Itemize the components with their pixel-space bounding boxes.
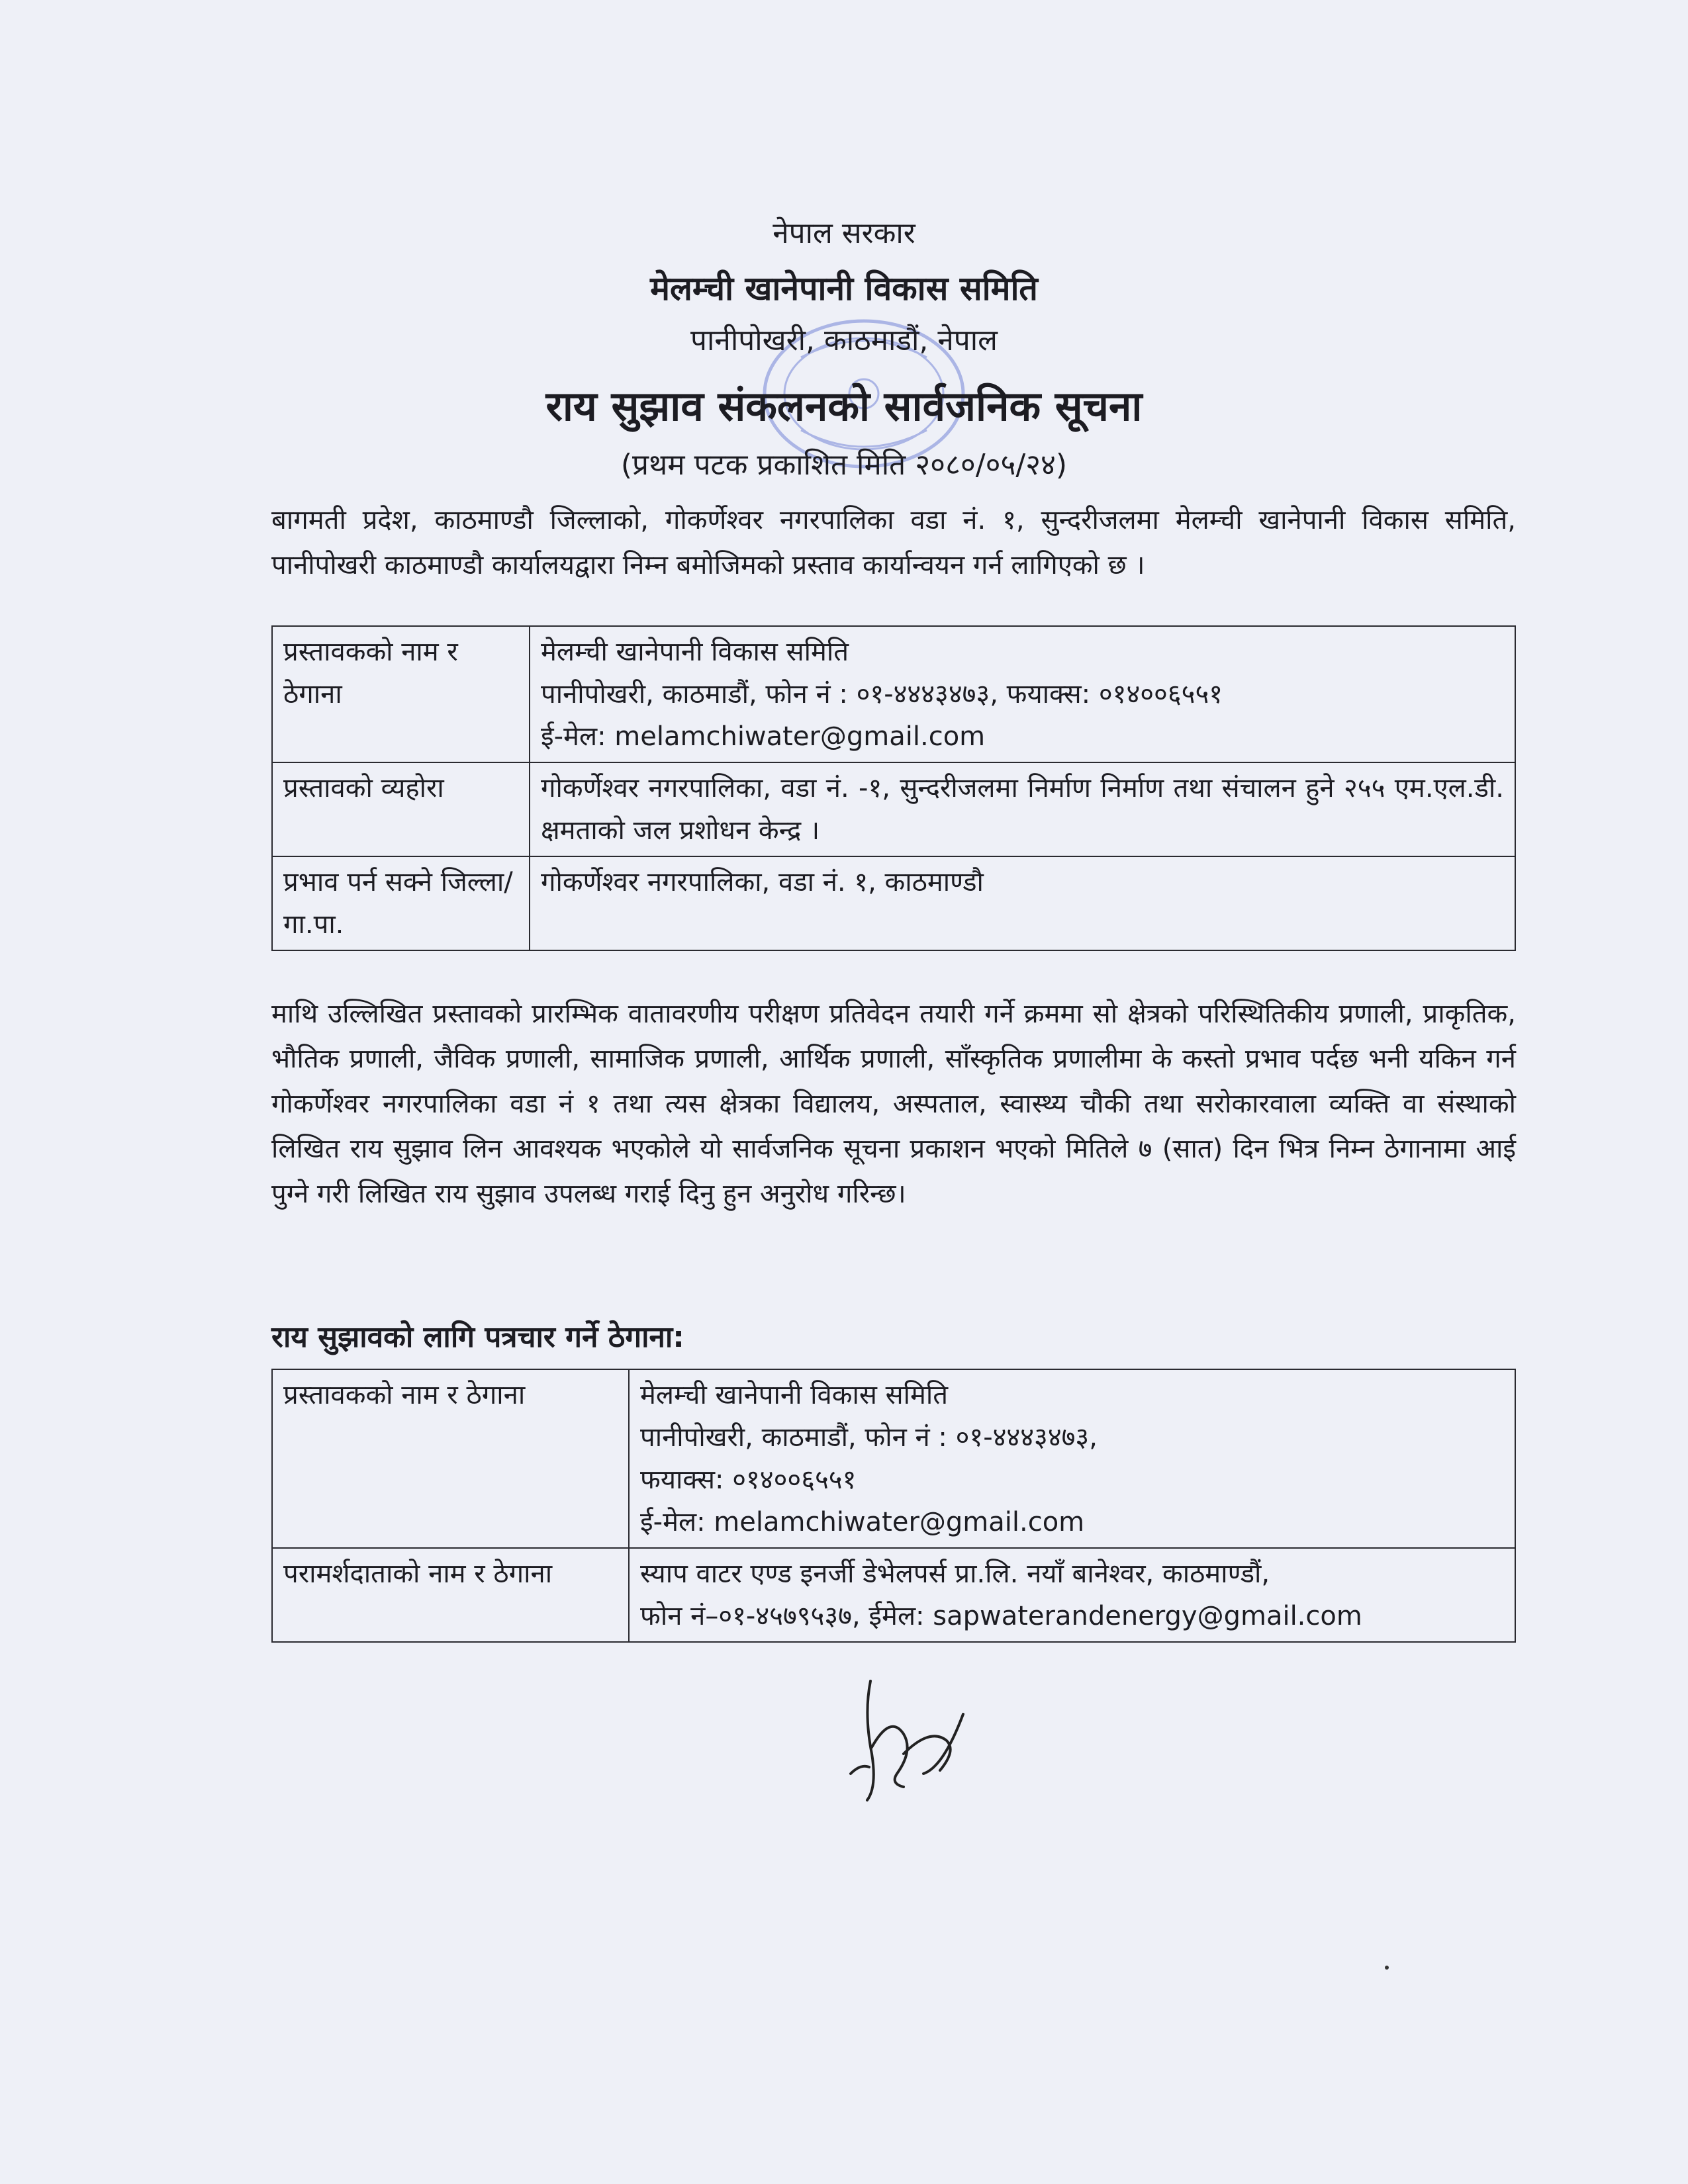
row-value	[530, 626, 1515, 762]
proposer-phone: पानीपोखरी, काठमाडौं, फोन नं : ०१-४४४३४७३,	[640, 1422, 1098, 1453]
proposal-description: गोकर्णेश्वर नगरपालिका, वडा नं. -१, सुन्दरीजलमा निर्माण निर्माण तथा संचालन हुने २५५ एम.एल.डी. क्षमताको जल प्रशोधन केन्द्र ।	[530, 762, 1515, 856]
request-paragraph: माथि उल्लिखित प्रस्तावको प्रारम्भिक वातावरणीय परीक्षण प्रतिवेदन तयारी गर्ने क्रममा सो क्षेत्रको परिस्थितिकीय प्रणाली, प्राकृतिक, भौतिक प्रणाली, जैविक प्रणाली, सामाजिक प्रणाली, आर्थिक प्रणाली, साँस्कृतिक प्रणालीमा के कस्तो प्रभाव पर्दछ भनी यकिन गर्न गोकर्णेश्वर नगरपालिका वडा नं १ तथा त्यस क्षेत्रका विद्यालय, अस्पताल, स्वास्थ्य चौकी तथा सरोकारवाला व्यक्ति वा संस्थाको लिखित राय सुझाव लिन आवश्यक भएकोले यो सार्वजनिक सूचना प्रकाशन भएको मितिले ७ (सात) दिन भित्र निम्न ठेगानामा आई पुग्ने गरी लिखित राय सुझाव उपलब्ध गराई दिनु हुन अनुरोध गरिन्छ।	[271, 999, 1516, 1209]
proposal-details-table	[271, 625, 1516, 951]
correspondence-table	[271, 1369, 1516, 1643]
paper-speck	[1385, 1966, 1389, 1970]
table-row	[272, 626, 1515, 762]
row-label: प्रभाव पर्न सक्ने जिल्ला/गा.पा.	[272, 856, 530, 950]
proposer-fax: फयाक्स: ०१४००६५५१	[640, 1465, 857, 1495]
correspondence-heading: राय सुझावको लागि पत्रचार गर्ने ठेगाना:	[271, 1320, 684, 1354]
handwritten-signature	[831, 1674, 990, 1807]
row-value	[629, 1548, 1515, 1642]
organization-name: मेलम्ची खानेपानी विकास समिति	[650, 269, 1038, 308]
row-label: परामर्शदाताको नाम र ठेगाना	[272, 1548, 629, 1642]
row-label: प्रस्तावकको नाम र ठेगाना	[272, 626, 530, 762]
proposer-email: ई-मेल: melamchiwater@gmail.com	[640, 1507, 1085, 1537]
proposer-email: ई-मेल: melamchiwater@gmail.com	[541, 721, 986, 752]
table-row	[272, 762, 1515, 856]
organization-address: पानीपोखरी, काठमाडौं, नेपाल	[690, 324, 998, 357]
row-value	[629, 1369, 1515, 1548]
table-row	[272, 1548, 1515, 1642]
table-row	[272, 856, 1515, 950]
government-name: नेपाल सरकार	[773, 216, 915, 250]
row-label: प्रस्तावको व्यहोरा	[272, 762, 530, 856]
intro-paragraph: बागमती प्रदेश, काठमाण्डौ जिल्लाको, गोकर्णेश्वर नगरपालिका वडा नं. १, सुन्दरीजलमा मेलम्ची खानेपानी विकास समिति, पानीपोखरी काठमाण्डौ कार्यालयद्वारा निम्न बमोजिमको प्रस्ताव कार्यान्वयन गर्न लागिएको छ ।	[271, 505, 1516, 580]
first-published-date: (प्रथम पटक प्रकाशित मिति २०८०/०५/२४)	[620, 448, 1068, 482]
consultant-name-address: स्याप वाटर एण्ड इनर्जी डेभेलपर्स प्रा.लि. नयाँ बानेश्वर, काठमाण्डौं,	[640, 1559, 1270, 1589]
consultant-contact: फोन नं–०१-४५७९५३७, ईमेल: sapwaterandenergy@gmail.com	[640, 1601, 1362, 1631]
proposer-name: मेलम्ची खानेपानी विकास समिति	[640, 1380, 949, 1410]
notice-title: राय सुझाव संकलनको सार्वजनिक सूचना	[545, 382, 1143, 430]
proposer-contact: पानीपोखरी, काठमाडौं, फोन नं : ०१-४४४३४७३, फयाक्स: ०१४००६५५१	[541, 679, 1223, 709]
table-row	[272, 1369, 1515, 1548]
proposer-name: मेलम्ची खानेपानी विकास समिति	[541, 637, 849, 667]
row-label: प्रस्तावकको नाम र ठेगाना	[272, 1369, 629, 1548]
affected-area: गोकर्णेश्वर नगरपालिका, वडा नं. १, काठमाण्डौ	[530, 856, 1515, 950]
